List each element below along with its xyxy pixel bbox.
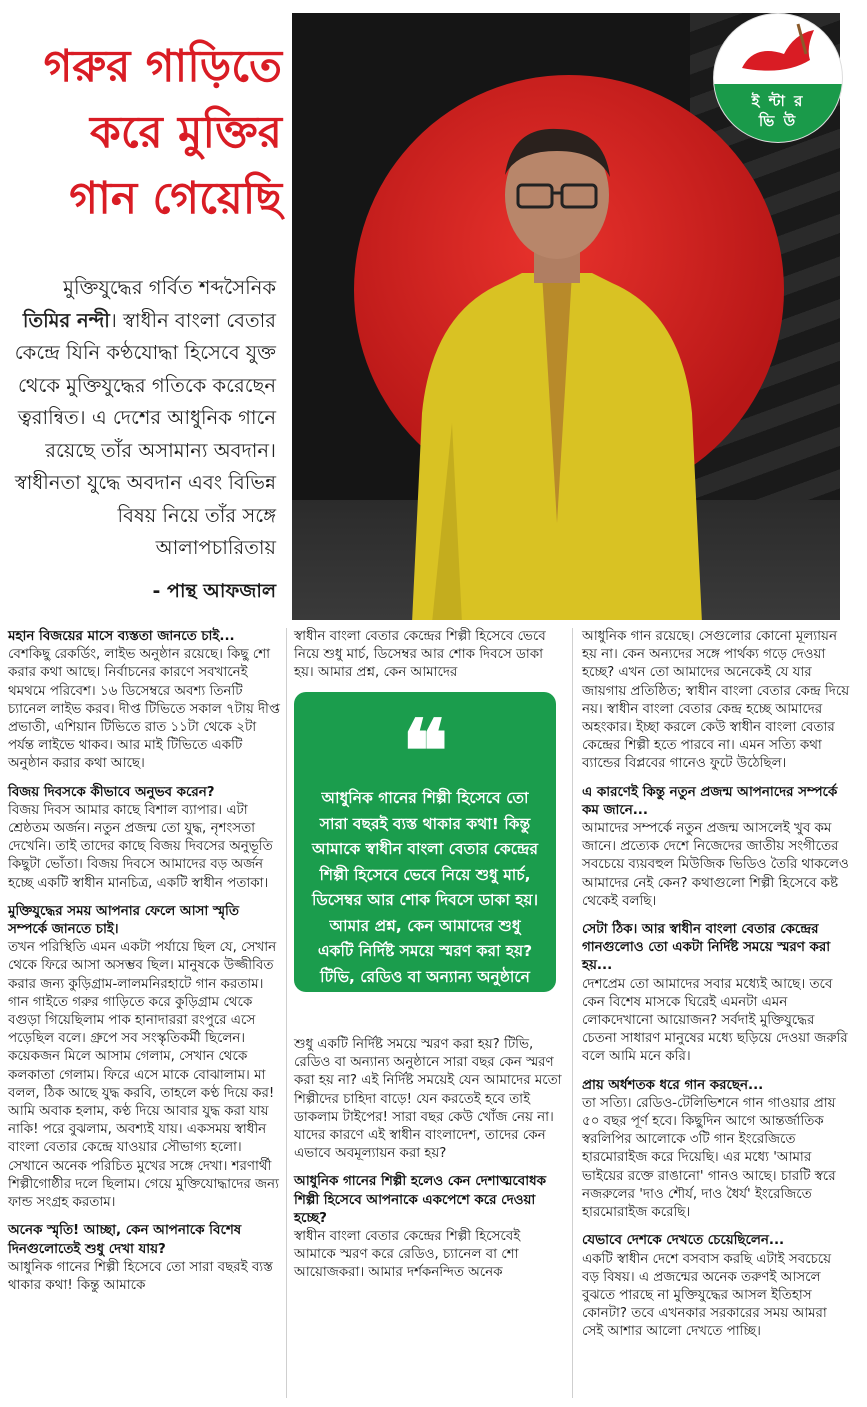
article-column-2-top — [294, 628, 562, 693]
question: প্রায় অর্ধশতক ধরে গান করছেন... — [582, 1077, 764, 1093]
answer: আমাদের সম্পর্কে নতুন প্রজন্ম আসলেই খুব কম জানে। প্রত্যেক দেশে নিজেদের জাতীয় সংগীতের সবচেয়ে ব্যয়বহুল মিউজিক ভিডিও তৈরি থাকলেও আমাদের নেই কেন? কথাগুলো শিল্পী হিসেবে কষ্ট থেকেই বলছি। — [582, 821, 849, 909]
question: মুক্তিযুদ্ধের সময় আপনার ফেলে আসা স্মৃতি সম্পর্কে জানতে চাই। — [8, 903, 239, 938]
intro-post: । স্বাধীন বাংলা বেতার কেন্দ্রে যিনি কণ্ঠযোদ্ধা হিসেবে যুক্ত থেকে মুক্তিযুদ্ধের গতিকে করেছেন ত্বরান্বিত। এ দেশের আধুনিক গানে রয়েছে তাঁর অসামান্য অবদান। স্বাধীনতা যুদ্ধে অবদান এবং বিভিন্ন বিষয় নিয়ে তাঁর সঙ্গে আলাপচারিতায় — [14, 308, 276, 559]
person-figure — [392, 123, 722, 620]
answer: বিজয় দিবস আমার কাছে বিশাল ব্যাপার। এটা শ্রেষ্ঠতম অর্জন। নতুন প্রজন্ম তো যুদ্ধ, নৃশংসতা দেখেনি। তাই তাদের কাছে বিজয় দিবসের অনুভূতি কিছুটা ভোঁতা। বিজয় দিবসে আমাদের বড় অর্জন হচ্ছে একটি স্বাধীন মানচিত্র, একটি স্বাধীন পতাকা। — [8, 802, 273, 891]
intro-name: তিমির নন্দী — [22, 308, 110, 332]
interview-badge — [714, 14, 842, 142]
question: মহান বিজয়ের মাসে ব্যস্ততা জানতে চাই... — [8, 629, 235, 644]
headline — [6, 34, 282, 232]
answer: শুধু একটি নির্দিষ্ট সময়ে স্মরণ করা হয়? টিভি, রেডিও বা অন্যান্য অনুষ্ঠানে সারা বছর কেন স্মরণ করা হয় না? এই নির্দিষ্ট সময়েই যেন আমাদের মতো শিল্পীদের চাহিদা বাড়ে! যেন করতেই হবে তাই ডাকলাম টাইপের! সারা বছর কেউ খোঁজ নেয় না। যাদের কারণে এই স্বাধীন বাংলাদেশ, তাদের কেন এভাবে অবমূল্যায়ন করা হয়? — [294, 1037, 562, 1162]
badge-label: ভি উ — [758, 112, 798, 130]
question: আধুনিক গানের শিল্পী হলেও কেন দেশাত্মবোধক শিল্পী হিসেবে আপনাকে একপেশে করে দেওয়া হচ্ছে? — [294, 1174, 546, 1226]
article-column-2-bottom — [294, 1036, 562, 1293]
headline-line: গান গেয়েছি — [69, 173, 282, 224]
quote-mark-icon: ❝ — [401, 701, 449, 802]
question: সেটা ঠিক। আর স্বাধীন বাংলা বেতার কেন্দ্রের গানগুলোও তো একটা নির্দিষ্ট সময়ে স্মরণ করা হয়... — [582, 922, 831, 974]
intro-paragraph — [14, 272, 276, 565]
question: যেভাবে দেশকে দেখতে চেয়েছিলেন... — [582, 1233, 785, 1249]
article-column-3 — [582, 628, 852, 1352]
answer: স্বাধীন বাংলা বেতার কেন্দ্রের শিল্পী হিসেবেই আমাকে স্মরণ করে রেডিও, চ্যানেল বা শো আয়োজকরা। আমার দর্শকনন্দিত অনেক — [294, 1229, 521, 1281]
answer: স্বাধীন বাংলা বেতার কেন্দ্রের শিল্পী হিসেবে ভেবে নিয়ে শুধু মার্চ, ডিসেম্বর আর শোক দিবসে ডাকা হয়। আমার প্রশ্ন, কেন আমাদের — [294, 629, 546, 681]
answer: তখন পরিস্থিতি এমন একটা পর্যায়ে ছিল যে, সেখান থেকে ফিরে আসা অসম্ভব ছিল। মানুষকে উজ্জীবিত করার জন্য কুড়িগ্রাম-লালমনিরহাটে গান করতাম। গান গাইতে গরুর গাড়িতে করে কুড়িগ্রাম থেকে বগুড়া গিয়েছিলাম পাক হানাদাররা রংপুরে এসে পড়েছিল বলে। গ্রুপে সব সংস্কৃতিকর্মী ছিলেন। কয়েকজন মিলে আসাম গেলাম, সেখান থেকে কলকাতা গেলাম। ফিরে এসে মাকে বোঝালাম। মা বলল, ঠিক আছে যুদ্ধ করবি, তাহলে কণ্ঠ দিয়ে কর! আমি অবাক হলাম, কণ্ঠ দিয়ে আবার যুদ্ধ করা যায় নাকি! পরে বুঝলাম, অবশ্যই যায়। একসময় স্বাধীন বাংলা বেতার কেন্দ্রে যাওয়ার সৌভাগ্য হলো। সেখানে অনেক পরিচিত মুখের সঙ্গে দেখা। শরণার্থী শিল্পীগোষ্ঠীর দলে ছিলাম। গেয়ে মুক্তিযোদ্ধাদের জন্য ফান্ড সংগ্রহ করতাম। — [8, 940, 279, 1211]
answer: আধুনিক গানের শিল্পী হিসেবে তো সারা বছরই ব্যস্ত থাকার কথা! কিন্তু আমাকে — [8, 1259, 273, 1293]
column-divider — [286, 628, 287, 1398]
headline-line: করে মুক্তির — [90, 107, 282, 158]
answer: তা সত্যি। রেডিও-টেলিভিশনে গান গাওয়ার প্রায় ৫০ বছর পূর্ণ হবে। কিছুদিন আগে আন্তর্জাতিক স্বরলিপির আলোকে ৩টি গান ইংরেজিতে হারমোরাইজ করে দিয়েছি। এর মধ্যে 'আমার ভাইয়ের রক্তে রাঙানো' গানও আছে। চারটি স্বরে নজরুলের 'দাও শৌর্য, দাও ধৈর্য' ইংরেজিতে হারমোরাইজ করেছি। — [582, 1095, 836, 1221]
bird-icon — [714, 14, 842, 94]
column-divider — [572, 628, 573, 1398]
badge-label: ই ন্টা র — [751, 92, 805, 110]
headline-line: গরুর গাড়িতে — [43, 41, 282, 92]
answer: দেশপ্রেম তো আমাদের সবার মধ্যেই আছে। তবে কেন বিশেষ মাসকে ঘিরেই এমনটা এমন লোকদেখানো আয়োজন? সর্বদাই মুক্তিযুদ্ধের চেতনা সাধারণ মানুষের মধ্যে ছড়িয়ে দেওয়া জরুরি বলে আমি মনে করি। — [582, 976, 848, 1065]
intro-pre: মুক্তিযুদ্ধের গর্বিত শব্দসৈনিক — [63, 276, 276, 299]
question: এ কারণেই কিন্তু নতুন প্রজন্ম আপনাদের সম্পর্কে কম জানে... — [582, 784, 838, 818]
answer: বেশকিছু রেকর্ডিং, লাইভ অনুষ্ঠান রয়েছে। কিছু শো করার কথা আছে। নির্বাচনের কারণে সবখানেই থমথমে পরিবেশ। ১৬ ডিসেম্বরে অবশ্য তিনটি চ্যানেল লাইভ করব। দীপ্ত টিভিতে সকাল ৭টায় দীপ্ত প্রভাতী, এশিয়ান টিভিতে রাত ১১টা থেকে ২টা পর্যন্ত লাইভে থাকব। আর মাই টিভিতে একটি অনুষ্ঠান করার কথা আছে। — [8, 647, 280, 772]
question: বিজয় দিবসকে কীভাবে অনুভব করেন? — [8, 784, 215, 800]
byline: - পান্থ আফজাল — [152, 580, 276, 602]
article-column-1 — [8, 628, 280, 1305]
pull-quote — [294, 692, 556, 1011]
question: অনেক স্মৃতি! আচ্ছা, কেন আপনাকে বিশেষ দিনগুলোতেই শুধু দেখা যায়? — [8, 1223, 242, 1257]
answer: একটি স্বাধীন দেশে বসবাস করছি এটাই সবচেয়ে বড় বিষয়। এ প্রজন্মের অনেক তরুণই আসলে বুঝতে পারছে না মুক্তিযুদ্ধের আসল ইতিহাস কোনটা? তবে এখনকার সরকারের সময় আমরা সেই আশার আলো দেখতে পাচ্ছি। — [582, 1251, 832, 1340]
pull-quote-text: আধুনিক গানের শিল্পী হিসেবে তো সারা বছরই ব্যস্ত থাকার কথা! কিন্তু আমাকে স্বাধীন বাংলা বেতার কেন্দ্রের শিল্পী হিসেবে ভেবে নিয়ে শুধু মার্চ, ডিসেম্বর আর শোক দিবসে ডাকা হয়। আমার প্রশ্ন, কেন আমাদের শুধু একটি নির্দিষ্ট সময়ে স্মরণ করা হয়? টিভি, রেডিও বা অন্যান্য অনুষ্ঠানে সারা বছর কেন স্মরণ করা হয় না? — [311, 789, 539, 1011]
answer: আধুনিক গান রয়েছে। সেগুলোর কোনো মূল্যায়ন হয় না। কেন অন্যদের সঙ্গে পার্থক্য গড়ে দেওয়া হচ্ছে? এখন তো আমাদের অনেকেই যে যার জায়গায় প্রতিষ্ঠিত; স্বাধীন বাংলা বেতার কেন্দ্র দিয়ে নয়। স্বাধীন বাংলা বেতার কেন্দ্র হচ্ছে আমাদের অহংকার। ইচ্ছা করলে কেউ স্বাধীন বাংলা বেতার কেন্দ্রের শিল্পী হতে পারবে না। এমন সত্যি কথা ব্যান্ডের বিপ্লবের গানেও ফুটে উঠেছিল। — [582, 629, 850, 772]
